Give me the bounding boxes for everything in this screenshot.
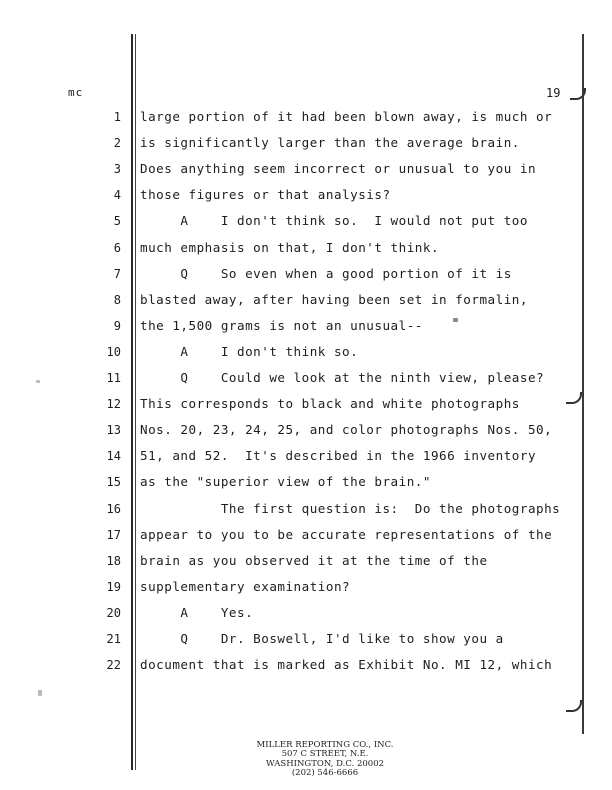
- line-number: 2: [113, 136, 121, 150]
- line-number: 14: [106, 449, 121, 463]
- line-text: 51, and 52. It's described in the 1966 inventory: [140, 448, 537, 463]
- left-margin-rule: [131, 34, 133, 770]
- line-text: is significantly larger than the average brain.: [140, 135, 520, 150]
- line-number: 13: [106, 423, 121, 437]
- line-number: 15: [106, 475, 121, 489]
- line-text: Q Dr. Boswell, I'd like to show you a: [140, 631, 504, 646]
- line-text: Does anything seem incorrect or unusual to you in: [140, 161, 537, 176]
- line-number: 10: [106, 345, 121, 359]
- line-text: The first question is: Do the photographs: [140, 501, 561, 516]
- margin-bracket-mark: [566, 700, 582, 712]
- line-number: 7: [113, 267, 121, 281]
- line-number: 22: [106, 658, 121, 672]
- right-margin-rule: [582, 34, 584, 734]
- page-number: 19: [546, 86, 561, 100]
- line-number: 21: [106, 632, 121, 646]
- line-number: 3: [113, 162, 121, 176]
- reporter-initials: mc: [68, 86, 84, 99]
- line-text: large portion of it had been blown away, is much or: [140, 109, 553, 124]
- line-text: appear to you to be accurate representations of the: [140, 527, 553, 542]
- scan-speck: [36, 380, 40, 383]
- line-text: the 1,500 grams is not an unusual--: [140, 318, 423, 333]
- footer-city: WASHINGTON, D.C. 20002: [265, 758, 385, 769]
- scan-speck: [38, 690, 42, 696]
- line-text: A Yes.: [140, 605, 254, 620]
- line-number: 19: [106, 580, 121, 594]
- line-text: This corresponds to black and white photographs: [140, 396, 520, 411]
- line-number: 20: [106, 606, 121, 620]
- line-text: as the "superior view of the brain.": [140, 474, 431, 489]
- line-text: Q So even when a good portion of it is: [140, 266, 512, 281]
- line-number: 17: [106, 528, 121, 542]
- line-number: 6: [113, 241, 121, 255]
- line-text: much emphasis on that, I don't think.: [140, 240, 440, 255]
- line-number: 12: [106, 397, 121, 411]
- reporter-footer: [200, 741, 450, 779]
- line-number: 1: [113, 110, 121, 124]
- footer-street: 507 C STREET, N.E.: [281, 749, 369, 760]
- line-text: A I don't think so. I would not put too: [140, 213, 528, 228]
- line-text: supplementary examination?: [140, 579, 351, 594]
- line-text: A I don't think so.: [140, 344, 359, 359]
- line-number: 9: [113, 319, 121, 333]
- line-number: 18: [106, 554, 121, 568]
- line-number: 16: [106, 502, 121, 516]
- line-number: 8: [113, 293, 121, 307]
- line-number: 4: [113, 188, 121, 202]
- line-number: 11: [106, 371, 121, 385]
- line-text: blasted away, after having been set in formalin,: [140, 292, 528, 307]
- line-text: those figures or that analysis?: [140, 187, 391, 202]
- footer-company: MILLER REPORTING CO., INC.: [256, 740, 394, 750]
- margin-bracket-mark: [566, 392, 582, 404]
- line-text: document that is marked as Exhibit No. MI 12, which: [140, 657, 553, 672]
- line-text: Q Could we look at the ninth view, please?: [140, 370, 545, 385]
- line-text: Nos. 20, 23, 24, 25, and color photographs Nos. 50,: [140, 422, 553, 437]
- line-number: 5: [113, 214, 121, 228]
- scan-speck: [453, 318, 458, 322]
- line-text: brain as you observed it at the time of the: [140, 553, 488, 568]
- footer-phone: (202) 546-6666: [291, 768, 359, 779]
- left-margin-rule-inner: [135, 34, 136, 770]
